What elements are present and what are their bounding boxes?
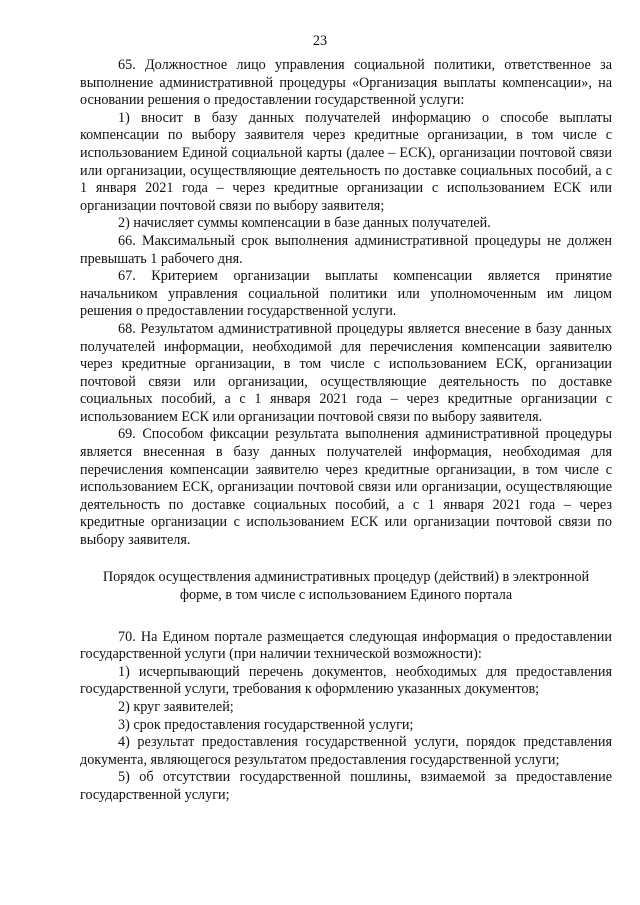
paragraph-70-item-3: 3) срок предоставления государственной услуги; bbox=[118, 716, 414, 733]
document-body bbox=[80, 57, 612, 805]
paragraph-70-item-1: 1) исчерпывающий перечень документов, необходимых для предоставления государственной услуги, требования к оформлению указанных документов; bbox=[80, 663, 612, 698]
paragraph-65-item-2: 2) начисляет суммы компенсации в базе данных получателей. bbox=[118, 215, 491, 232]
paragraph-70-item-5: 5) об отсутствии государственной пошлины, взимаемой за предоставление государственной услуги; bbox=[80, 769, 612, 803]
page-number: 23 bbox=[312, 33, 328, 49]
paragraph-68: 68. Результатом административной процедуры является внесение в базу данных получателей информации, необходимой для перечисления компенсации заявителю через кредитные организации, в том числе с использованием ЕСК, организации почтовой связи или организации, осуществляющие деятельность по доставке социальных пособий, а с 1 января 2021 года – через кредитные организации с использованием ЕСК или организации почтовой связи по выбору заявителя. bbox=[80, 320, 612, 425]
section-heading: Порядок осуществления административных процедур (действий) в электронной форме, в том числе с использованием Единого портала bbox=[102, 568, 590, 603]
paragraph-70-item-4: 4) результат предоставления государственной услуги, порядок представления документа, являющегося результатом предоставления государственной услуги; bbox=[80, 734, 612, 768]
paragraph-67: 67. Критерием организации выплаты компенсации является принятие начальником управления социальной политики или уполномоченным им лицом решения о предоставлении государственной услуги. bbox=[80, 268, 612, 320]
paragraph-70-item-2: 2) круг заявителей; bbox=[118, 699, 234, 715]
paragraph-70: 70. На Едином портале размещается следующая информация о предоставлении государственной услуги (при наличии технической возможности): bbox=[80, 628, 612, 663]
paragraph-65: 65. Должностное лицо управления социальной политики, ответственное за выполнение административной процедуры «Организация выплаты компенсации», на основании решения о предоставлении государственной услуги: bbox=[80, 57, 612, 109]
paragraph-65-item-1: 1) вносит в базу данных получателей информацию о способе выплаты компенсации по выбору заявителя через кредитные организации, в том числе с использованием Единой социальной карты (далее – ЕСК), организации почтовой связи или организации, осуществляющие деятельность по доставке социальных пособий, а с 1 января 2021 года – через кредитные организации с использованием ЕСК или организации почтовой связи по выбору заявителя; bbox=[80, 109, 612, 214]
paragraph-69: 69. Способом фиксации результата выполнения административной процедуры является внесенная в базу данных получателей информация, необходимая для перечисления компенсации заявителю через кредитные организации, в том числе с использованием ЕСК, организации почтовой связи или организации, осуществляющие деятельность по доставке социальных пособий, а с 1 января 2021 года – через кредитные организации с использованием ЕСК или организации почтовой связи по выбору заявителя. bbox=[80, 426, 612, 549]
paragraph-66: 66. Максимальный срок выполнения административной процедуры не должен превышать 1 рабочего дня. bbox=[80, 232, 612, 267]
